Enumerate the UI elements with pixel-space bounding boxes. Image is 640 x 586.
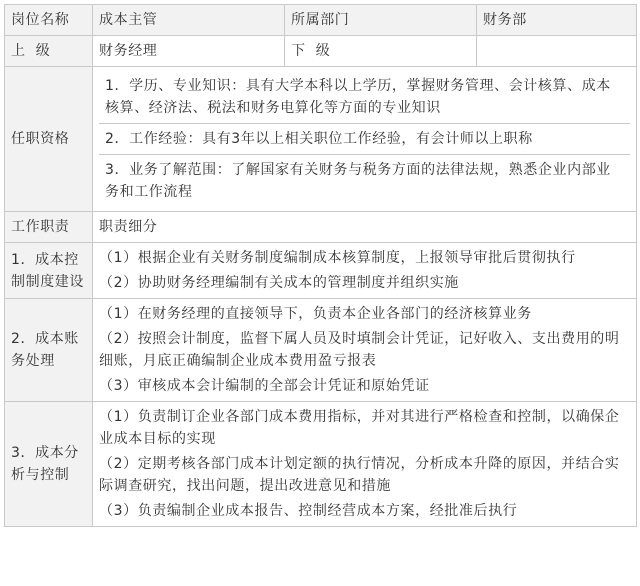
duties-header-label: 工作职责 <box>5 212 93 243</box>
duty-item: （3）负责编制企业成本报告、控制经营成本方案，经批准后执行 <box>99 503 518 519</box>
duty-content <box>93 402 637 527</box>
duty-item: （2）定期考核各部门成本计划定额的执行情况，分析成本升降的原因，并结合实际调查研究，找出问题，提出改进意见和措施 <box>99 456 620 494</box>
position-row <box>5 5 637 36</box>
position-label: 岗位名称 <box>5 5 93 36</box>
duty-title: 1．成本控制制度建设 <box>5 243 93 299</box>
qualifications-label: 任职资格 <box>5 67 93 212</box>
duty-item: （3）审核成本会计编制的全部会计凭证和原始凭证 <box>99 378 430 394</box>
qualification-item: 1．学历、专业知识：具有大学本科以上学历，掌握财务管理、会计核算、成本核算、经济法、税法和财务电算化等方面的专业知识 <box>105 78 611 116</box>
duty-item: （1）负责制订企业各部门成本费用指标，并对其进行严格检查和控制，以确保企业成本目标的实现 <box>99 409 620 447</box>
duty-title: 3．成本分析与控制 <box>5 402 93 527</box>
duty-title: 2．成本账务处理 <box>5 299 93 402</box>
duty-item: （2）协助财务经理编制有关成本的管理制度并组织实施 <box>99 275 459 291</box>
subordinate-value <box>477 36 637 67</box>
reporting-row <box>5 36 637 67</box>
duty-item: （1）根据企业有关财务制度编制成本核算制度，上报领导审批后贯彻执行 <box>99 250 576 266</box>
job-description-table <box>4 4 637 527</box>
subordinate-label: 下 级 <box>285 36 477 67</box>
duty-item: （2）按照会计制度，监督下属人员及时填制会计凭证，记好收入、支出费用的明细账，月底正确编制企业成本费用盈亏报表 <box>99 331 620 369</box>
duties-header-value: 职责细分 <box>93 212 637 243</box>
duty-row <box>5 299 637 402</box>
duties-header-row <box>5 212 637 243</box>
duty-row <box>5 243 637 299</box>
superior-value: 财务经理 <box>93 36 285 67</box>
dept-value: 财务部 <box>477 5 637 36</box>
qualifications-content <box>93 67 637 212</box>
duty-content <box>93 299 637 402</box>
duty-row <box>5 402 637 527</box>
qualifications-row <box>5 67 637 212</box>
qualification-item: 2．工作经验：具有3年以上相关职位工作经验，有会计师以上职称 <box>99 123 630 154</box>
duty-content <box>93 243 637 299</box>
superior-label: 上 级 <box>5 36 93 67</box>
dept-label: 所属部门 <box>285 5 477 36</box>
position-value: 成本主管 <box>93 5 285 36</box>
duty-item: （1）在财务经理的直接领导下，负责本企业各部门的经济核算业务 <box>99 306 532 322</box>
qualification-item: 3．业务了解范围：了解国家有关财务与税务方面的法律法规，熟悉企业内部业务和工作流程 <box>99 154 630 207</box>
